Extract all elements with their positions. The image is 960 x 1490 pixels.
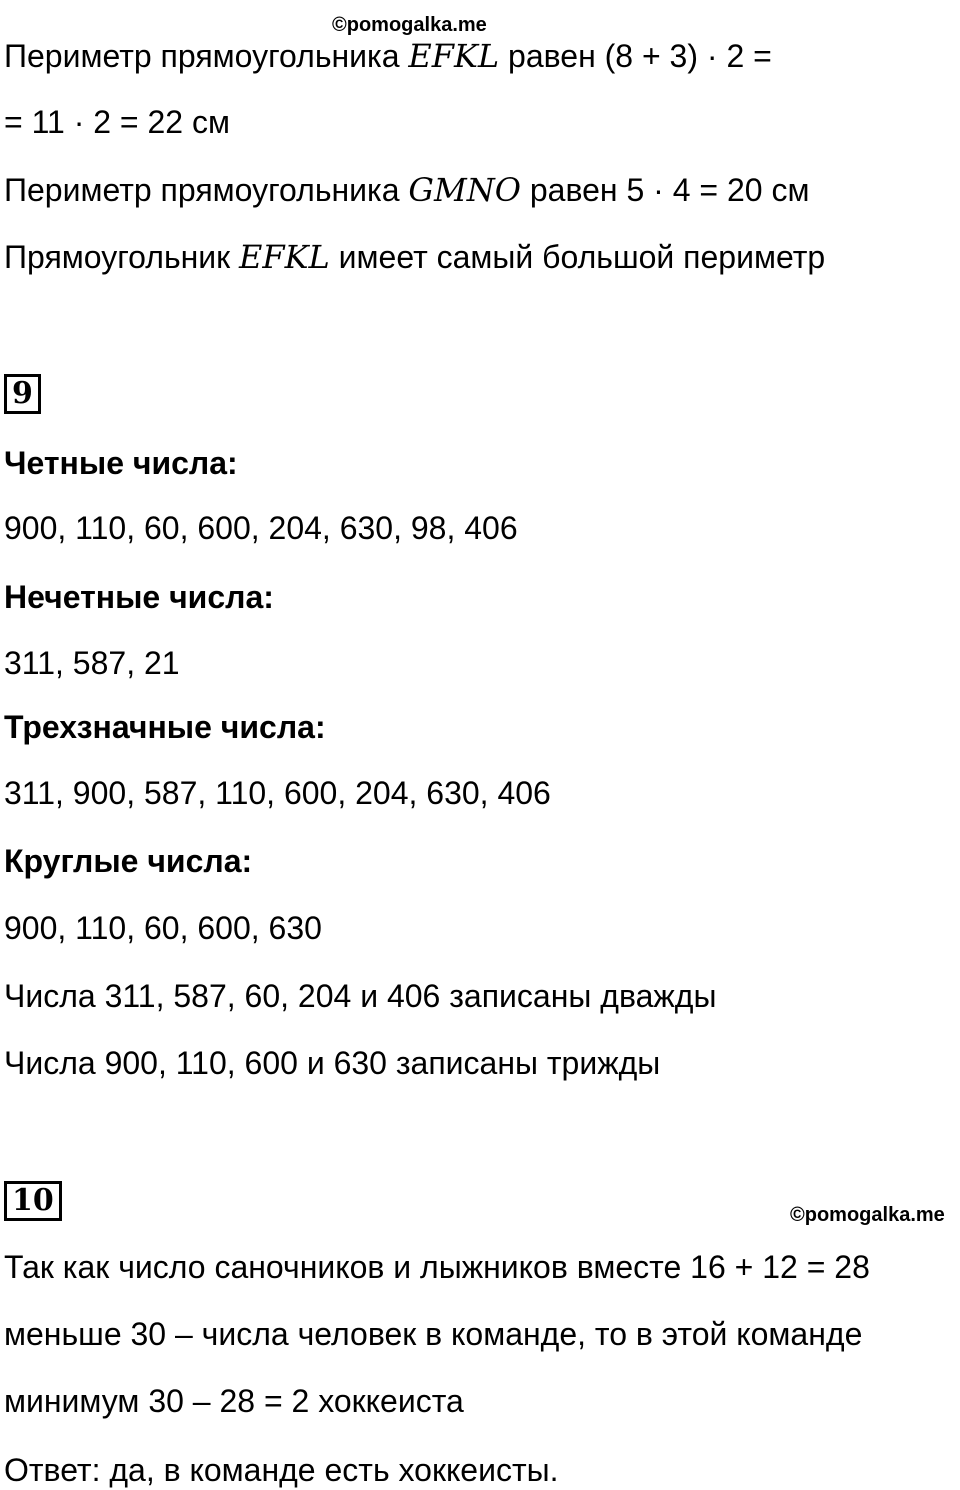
task10-line-1: Так как число саночников и лыжников вместе 16 + 12 = 28 (4, 1249, 870, 1285)
text-fragment: Периметр прямоугольника (4, 172, 409, 208)
watermark-middle: ©pomogalka.me (790, 1204, 945, 1226)
odd-values: 311, 587, 21 (4, 645, 180, 681)
task-9-number: 9 (4, 374, 41, 414)
text-fragment: равен (8 + 3) · 2 = (499, 38, 772, 74)
text-fragment: Прямоугольник (4, 239, 240, 275)
text-fragment: Периметр прямоугольника (4, 38, 409, 74)
three-digit-values: 311, 900, 587, 110, 600, 204, 630, 406 (4, 775, 551, 811)
round-heading: Круглые числа: (4, 843, 253, 879)
perimeter-efkl-result: = 11 · 2 = 22 см (4, 104, 230, 140)
odd-heading: Нечетные числа: (4, 579, 274, 615)
round-values: 900, 110, 60, 600, 630 (4, 910, 322, 946)
even-values: 900, 110, 60, 600, 204, 630, 98, 406 (4, 510, 518, 546)
text-fragment: имеет самый большой периметр (329, 239, 826, 275)
written-thrice-line: Числа 900, 110, 600 и 630 записаны трижды (4, 1045, 661, 1081)
task10-answer: Ответ: да, в команде есть хоккеисты. (4, 1452, 559, 1488)
task10-line-2: меньше 30 – числа человек в команде, то в этой команде (4, 1316, 863, 1352)
text-fragment: равен 5 · 4 = 20 см (520, 172, 810, 208)
math-rect-gmno: GMNO (408, 171, 521, 209)
task10-line-3: минимум 30 – 28 = 2 хоккеиста (4, 1383, 464, 1419)
perimeter-efkl-line (4, 36, 772, 76)
watermark-top: ©pomogalka.me (332, 14, 487, 36)
task-10-number: 10 (4, 1181, 62, 1221)
written-twice-line: Числа 311, 587, 60, 204 и 406 записаны дважды (4, 978, 717, 1014)
three-digit-heading: Трехзначные числа: (4, 709, 326, 745)
perimeter-gmno-line (4, 170, 809, 210)
math-rect-efkl: EFKL (239, 238, 330, 276)
even-heading: Четные числа: (4, 445, 238, 481)
math-rect-efkl: EFKL (408, 37, 500, 75)
largest-perimeter-line (4, 237, 825, 277)
